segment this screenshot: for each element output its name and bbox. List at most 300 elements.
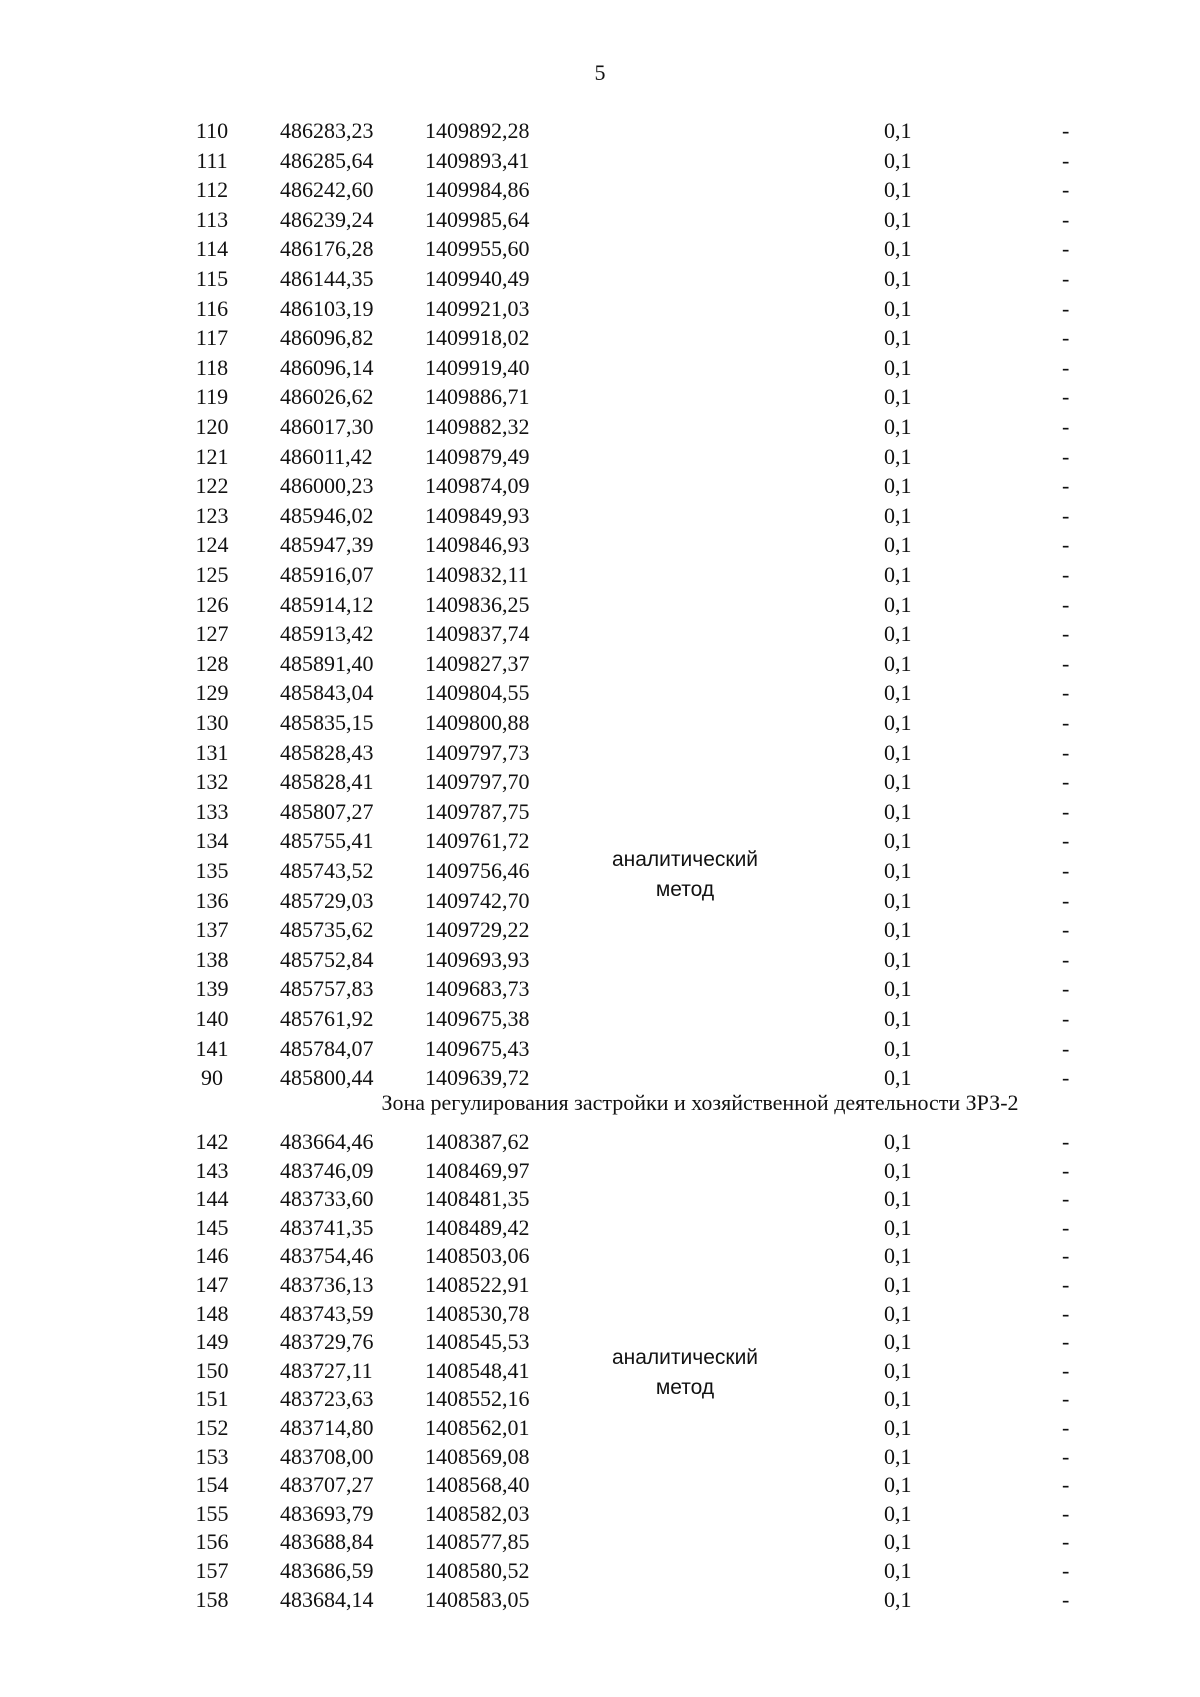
coord-y: 1409787,75 bbox=[425, 798, 530, 824]
table-row bbox=[0, 413, 1200, 441]
table-row bbox=[0, 739, 1200, 767]
coord-x: 486283,23 bbox=[280, 118, 374, 143]
point-number: 111 bbox=[196, 147, 228, 173]
table-row bbox=[0, 443, 1200, 471]
coord-x: 485914,12 bbox=[280, 591, 374, 617]
accuracy: 0,1 bbox=[884, 1529, 912, 1555]
point-number: 113 bbox=[195, 206, 229, 232]
coord-x: 486144,35 bbox=[280, 266, 374, 291]
coord-y: 1409742,70 bbox=[425, 887, 530, 913]
coord-x: 486239,24 bbox=[280, 206, 374, 232]
table-row bbox=[0, 147, 1200, 175]
coord-x: 485735,62 bbox=[280, 917, 374, 943]
accuracy: 0,1 bbox=[884, 1586, 912, 1612]
point-number: 138 bbox=[195, 946, 229, 972]
point-number: 124 bbox=[195, 532, 229, 558]
coord-y: 1408583,05 bbox=[425, 1586, 530, 1612]
accuracy: 0,1 bbox=[884, 325, 912, 351]
table-row bbox=[0, 768, 1200, 796]
dash-cell: - bbox=[1062, 1357, 1070, 1383]
point-number: 156 bbox=[195, 1529, 229, 1555]
accuracy: 0,1 bbox=[884, 591, 912, 617]
table-row bbox=[0, 1471, 1200, 1499]
dash-cell: - bbox=[1062, 177, 1070, 203]
dash-cell: - bbox=[1062, 1329, 1070, 1355]
table-row bbox=[0, 1064, 1200, 1092]
accuracy: 0,1 bbox=[884, 1558, 912, 1583]
point-number: 127 bbox=[195, 621, 229, 647]
accuracy: 0,1 bbox=[884, 858, 912, 883]
coord-y: 1409827,37 bbox=[425, 650, 530, 676]
dash-cell: - bbox=[1062, 1129, 1070, 1154]
coord-y: 1409693,93 bbox=[425, 946, 530, 972]
method-line: метод bbox=[655, 878, 715, 902]
point-number: 123 bbox=[195, 502, 229, 528]
coord-y: 1408568,40 bbox=[425, 1472, 530, 1498]
dash-cell: - bbox=[1062, 887, 1070, 913]
accuracy: 0,1 bbox=[884, 828, 912, 854]
accuracy: 0,1 bbox=[884, 887, 912, 913]
accuracy: 0,1 bbox=[884, 976, 912, 1002]
table-row bbox=[0, 946, 1200, 974]
accuracy: 0,1 bbox=[884, 1186, 912, 1212]
accuracy: 0,1 bbox=[884, 502, 912, 528]
accuracy: 0,1 bbox=[884, 1065, 912, 1091]
dash-cell: - bbox=[1062, 295, 1070, 321]
coord-y: 1408580,52 bbox=[425, 1558, 530, 1583]
coord-y: 1409984,86 bbox=[425, 177, 530, 203]
table-row bbox=[0, 975, 1200, 1003]
point-number: 125 bbox=[195, 562, 229, 587]
dash-cell: - bbox=[1062, 739, 1070, 765]
coord-x: 486017,30 bbox=[280, 414, 374, 439]
coord-y: 1409639,72 bbox=[425, 1065, 530, 1091]
table-row bbox=[0, 1328, 1200, 1356]
dash-cell: - bbox=[1062, 650, 1070, 676]
coord-y: 1408387,62 bbox=[425, 1129, 530, 1154]
dash-cell: - bbox=[1062, 680, 1070, 706]
dash-cell: - bbox=[1062, 976, 1070, 1002]
coord-y: 1409919,40 bbox=[425, 354, 530, 380]
page-number: 5 bbox=[594, 60, 606, 85]
point-number: 126 bbox=[195, 591, 229, 617]
coord-x: 485743,52 bbox=[280, 858, 374, 883]
accuracy: 0,1 bbox=[884, 414, 912, 439]
coord-x: 486103,19 bbox=[280, 295, 374, 321]
table-row bbox=[0, 1500, 1200, 1528]
coord-y: 1408569,08 bbox=[425, 1443, 530, 1469]
coord-x: 483727,11 bbox=[280, 1357, 373, 1383]
accuracy: 0,1 bbox=[884, 236, 912, 262]
point-number: 146 bbox=[195, 1243, 229, 1269]
table-row bbox=[0, 1357, 1200, 1385]
coord-x: 485891,40 bbox=[280, 650, 374, 676]
coord-y: 1408530,78 bbox=[425, 1300, 530, 1326]
point-number: 114 bbox=[195, 236, 229, 262]
point-number: 116 bbox=[195, 295, 229, 321]
accuracy: 0,1 bbox=[884, 266, 912, 291]
accuracy: 0,1 bbox=[884, 650, 912, 676]
method-line: аналитический bbox=[611, 1345, 759, 1369]
point-number: 147 bbox=[195, 1272, 229, 1297]
accuracy: 0,1 bbox=[884, 1243, 912, 1269]
accuracy: 0,1 bbox=[884, 562, 912, 587]
coord-x: 486096,14 bbox=[280, 354, 374, 380]
coord-x: 483754,46 bbox=[280, 1243, 374, 1269]
dash-cell: - bbox=[1062, 1214, 1070, 1240]
coord-x: 485757,83 bbox=[280, 976, 374, 1002]
dash-cell: - bbox=[1062, 1586, 1070, 1612]
accuracy: 0,1 bbox=[884, 1300, 912, 1326]
dash-cell: - bbox=[1062, 591, 1070, 617]
coord-y: 1409756,46 bbox=[425, 858, 530, 883]
coord-x: 483693,79 bbox=[280, 1500, 374, 1526]
point-number: 157 bbox=[195, 1558, 229, 1583]
dash-cell: - bbox=[1062, 1065, 1070, 1091]
coord-y: 1409879,49 bbox=[425, 443, 530, 469]
coord-x: 485761,92 bbox=[280, 1006, 374, 1031]
dash-cell: - bbox=[1062, 858, 1070, 883]
coord-x: 485828,41 bbox=[280, 769, 374, 795]
coord-y: 1409874,09 bbox=[425, 473, 530, 499]
coord-x: 485729,03 bbox=[280, 887, 374, 913]
point-number: 149 bbox=[195, 1329, 229, 1355]
dash-cell: - bbox=[1062, 562, 1070, 587]
coord-x: 483733,60 bbox=[280, 1186, 374, 1212]
point-number: 158 bbox=[195, 1586, 229, 1612]
accuracy: 0,1 bbox=[884, 1214, 912, 1240]
point-number: 145 bbox=[195, 1214, 229, 1240]
dash-cell: - bbox=[1062, 443, 1070, 469]
table-row bbox=[0, 1271, 1200, 1299]
table-row bbox=[0, 1300, 1200, 1328]
point-number: 142 bbox=[195, 1129, 229, 1154]
dash-cell: - bbox=[1062, 710, 1070, 735]
dash-cell: - bbox=[1062, 473, 1070, 499]
point-number: 148 bbox=[195, 1300, 229, 1326]
dash-cell: - bbox=[1062, 1272, 1070, 1297]
coord-x: 486000,23 bbox=[280, 473, 374, 499]
point-number: 137 bbox=[195, 917, 229, 943]
dash-cell: - bbox=[1062, 1443, 1070, 1469]
coord-x: 485807,27 bbox=[280, 798, 374, 824]
table-row bbox=[0, 1035, 1200, 1063]
accuracy: 0,1 bbox=[884, 147, 912, 173]
coord-x: 485752,84 bbox=[280, 946, 374, 972]
dash-cell: - bbox=[1062, 1500, 1070, 1526]
method-line: аналитический bbox=[611, 848, 759, 872]
accuracy: 0,1 bbox=[884, 1472, 912, 1498]
coord-y: 1409882,32 bbox=[425, 414, 530, 439]
accuracy: 0,1 bbox=[884, 532, 912, 558]
dash-cell: - bbox=[1062, 118, 1070, 143]
accuracy: 0,1 bbox=[884, 1006, 912, 1031]
coord-x: 483729,76 bbox=[280, 1329, 374, 1355]
dash-cell: - bbox=[1062, 1035, 1070, 1061]
point-number: 131 bbox=[195, 739, 229, 765]
dash-cell: - bbox=[1062, 1186, 1070, 1212]
dash-cell: - bbox=[1062, 147, 1070, 173]
coord-y: 1409797,73 bbox=[425, 739, 530, 765]
point-number: 122 bbox=[195, 473, 229, 499]
point-number: 150 bbox=[195, 1357, 229, 1383]
coord-x: 485946,02 bbox=[280, 502, 374, 528]
accuracy: 0,1 bbox=[884, 354, 912, 380]
coord-x: 485916,07 bbox=[280, 562, 374, 587]
table-row bbox=[0, 620, 1200, 648]
table-row bbox=[0, 561, 1200, 589]
table-row bbox=[0, 1157, 1200, 1185]
coord-x: 483723,63 bbox=[280, 1386, 374, 1412]
dash-cell: - bbox=[1062, 1243, 1070, 1269]
coord-x: 485755,41 bbox=[280, 828, 374, 854]
table-row bbox=[0, 827, 1200, 855]
accuracy: 0,1 bbox=[884, 621, 912, 647]
table-row bbox=[0, 857, 1200, 885]
table-row bbox=[0, 1185, 1200, 1213]
dash-cell: - bbox=[1062, 206, 1070, 232]
point-number: 153 bbox=[195, 1443, 229, 1469]
accuracy: 0,1 bbox=[884, 295, 912, 321]
point-number: 154 bbox=[195, 1472, 229, 1498]
point-number: 133 bbox=[195, 798, 229, 824]
dash-cell: - bbox=[1062, 236, 1070, 262]
table-row bbox=[0, 798, 1200, 826]
table-row bbox=[0, 1214, 1200, 1242]
accuracy: 0,1 bbox=[884, 917, 912, 943]
table-row bbox=[0, 1005, 1200, 1033]
point-number: 136 bbox=[195, 887, 229, 913]
point-number: 139 bbox=[195, 976, 229, 1002]
accuracy: 0,1 bbox=[884, 1035, 912, 1061]
coord-y: 1409804,55 bbox=[425, 680, 530, 706]
table-row bbox=[0, 1242, 1200, 1270]
accuracy: 0,1 bbox=[884, 1272, 912, 1297]
table-row bbox=[0, 1443, 1200, 1471]
coord-y: 1409921,03 bbox=[425, 295, 530, 321]
coord-y: 1409837,74 bbox=[425, 621, 530, 647]
zone-heading: Зона регулирования застройки и хозяйственной деятельности ЗРЗ-2 bbox=[381, 1089, 1019, 1115]
accuracy: 0,1 bbox=[884, 710, 912, 735]
accuracy: 0,1 bbox=[884, 1500, 912, 1526]
coord-y: 1408481,35 bbox=[425, 1186, 530, 1212]
coord-y: 1409940,49 bbox=[425, 266, 530, 291]
dash-cell: - bbox=[1062, 798, 1070, 824]
table-row bbox=[0, 887, 1200, 915]
dash-cell: - bbox=[1062, 354, 1070, 380]
coord-y: 1409918,02 bbox=[425, 325, 530, 351]
coord-y: 1409675,38 bbox=[425, 1006, 530, 1031]
dash-cell: - bbox=[1062, 946, 1070, 972]
accuracy: 0,1 bbox=[884, 680, 912, 706]
table-row bbox=[0, 117, 1200, 145]
point-number: 151 bbox=[195, 1386, 229, 1412]
point-number: 117 bbox=[195, 325, 229, 351]
coord-y: 1409683,73 bbox=[425, 976, 530, 1002]
accuracy: 0,1 bbox=[884, 739, 912, 765]
table-row bbox=[0, 531, 1200, 559]
dash-cell: - bbox=[1062, 532, 1070, 558]
dash-cell: - bbox=[1062, 1529, 1070, 1555]
table-row bbox=[0, 324, 1200, 352]
dash-cell: - bbox=[1062, 621, 1070, 647]
table-row bbox=[0, 235, 1200, 263]
point-number: 90 bbox=[201, 1065, 223, 1091]
point-number: 118 bbox=[195, 354, 229, 380]
accuracy: 0,1 bbox=[884, 1357, 912, 1383]
dash-cell: - bbox=[1062, 325, 1070, 351]
point-number: 140 bbox=[195, 1006, 229, 1031]
table-row bbox=[0, 295, 1200, 323]
dash-cell: - bbox=[1062, 414, 1070, 439]
table-row bbox=[0, 709, 1200, 737]
coord-y: 1408548,41 bbox=[425, 1357, 530, 1383]
coord-x: 483688,84 bbox=[280, 1529, 374, 1555]
point-number: 135 bbox=[195, 858, 229, 883]
accuracy: 0,1 bbox=[884, 206, 912, 232]
point-number: 155 bbox=[195, 1500, 229, 1526]
accuracy: 0,1 bbox=[884, 443, 912, 469]
table-row bbox=[0, 383, 1200, 411]
coord-y: 1408562,01 bbox=[425, 1415, 530, 1440]
coord-x: 486011,42 bbox=[280, 443, 373, 469]
accuracy: 0,1 bbox=[884, 1157, 912, 1183]
dash-cell: - bbox=[1062, 917, 1070, 943]
table-row bbox=[0, 1586, 1200, 1614]
point-number: 119 bbox=[195, 384, 229, 410]
accuracy: 0,1 bbox=[884, 1329, 912, 1355]
table-row bbox=[0, 650, 1200, 678]
coord-x: 483736,13 bbox=[280, 1272, 374, 1297]
dash-cell: - bbox=[1062, 769, 1070, 795]
dash-cell: - bbox=[1062, 1386, 1070, 1412]
coord-x: 483686,59 bbox=[280, 1558, 374, 1583]
coord-y: 1409886,71 bbox=[425, 384, 530, 410]
table-row bbox=[0, 916, 1200, 944]
coord-x: 485800,44 bbox=[280, 1065, 374, 1091]
point-number: 144 bbox=[195, 1186, 229, 1212]
dash-cell: - bbox=[1062, 1300, 1070, 1326]
dash-cell: - bbox=[1062, 1472, 1070, 1498]
point-number: 121 bbox=[195, 443, 229, 469]
point-number: 141 bbox=[195, 1035, 229, 1061]
coord-x: 486026,62 bbox=[280, 384, 374, 410]
coord-y: 1409675,43 bbox=[425, 1035, 530, 1061]
coord-x: 485913,42 bbox=[280, 621, 374, 647]
accuracy: 0,1 bbox=[884, 798, 912, 824]
dash-cell: - bbox=[1062, 1006, 1070, 1031]
coord-y: 1408503,06 bbox=[425, 1243, 530, 1269]
coord-x: 485947,39 bbox=[280, 532, 374, 558]
coord-y: 1409800,88 bbox=[425, 710, 530, 735]
coord-y: 1409836,25 bbox=[425, 591, 530, 617]
table-row bbox=[0, 679, 1200, 707]
table-row bbox=[0, 591, 1200, 619]
point-number: 143 bbox=[195, 1157, 229, 1183]
coord-x: 483743,59 bbox=[280, 1300, 374, 1326]
point-number: 112 bbox=[195, 177, 229, 203]
accuracy: 0,1 bbox=[884, 118, 912, 143]
table-row bbox=[0, 1528, 1200, 1556]
table-row bbox=[0, 176, 1200, 204]
coord-y: 1409797,70 bbox=[425, 769, 530, 795]
point-number: 152 bbox=[195, 1415, 229, 1440]
table-row bbox=[0, 1385, 1200, 1413]
point-number: 134 bbox=[195, 828, 229, 854]
coord-x: 483714,80 bbox=[280, 1415, 374, 1440]
point-number: 129 bbox=[195, 680, 229, 706]
table-row bbox=[0, 1557, 1200, 1585]
coord-y: 1408552,16 bbox=[425, 1386, 530, 1412]
point-number: 110 bbox=[195, 118, 229, 143]
coord-y: 1408522,91 bbox=[425, 1272, 530, 1297]
dash-cell: - bbox=[1062, 1415, 1070, 1440]
dash-cell: - bbox=[1062, 828, 1070, 854]
dash-cell: - bbox=[1062, 502, 1070, 528]
coord-y: 1409846,93 bbox=[425, 532, 530, 558]
point-number: 132 bbox=[195, 769, 229, 795]
coord-x: 483664,46 bbox=[280, 1129, 374, 1154]
accuracy: 0,1 bbox=[884, 473, 912, 499]
coord-y: 1409955,60 bbox=[425, 236, 530, 262]
coord-y: 1408469,97 bbox=[425, 1157, 530, 1183]
table-row bbox=[0, 502, 1200, 530]
table-row bbox=[0, 265, 1200, 293]
coord-y: 1409761,72 bbox=[425, 828, 530, 854]
coord-y: 1409893,41 bbox=[425, 147, 530, 173]
accuracy: 0,1 bbox=[884, 1129, 912, 1154]
dash-cell: - bbox=[1062, 1157, 1070, 1183]
point-number: 128 bbox=[195, 650, 229, 676]
point-number: 130 bbox=[195, 710, 229, 735]
coord-x: 483684,14 bbox=[280, 1586, 374, 1612]
accuracy: 0,1 bbox=[884, 1386, 912, 1412]
method-line: метод bbox=[655, 1375, 715, 1399]
coord-x: 483708,00 bbox=[280, 1443, 374, 1469]
coord-x: 483741,35 bbox=[280, 1214, 374, 1240]
coord-x: 486242,60 bbox=[280, 177, 374, 203]
coord-y: 1408489,42 bbox=[425, 1214, 530, 1240]
coord-y: 1408577,85 bbox=[425, 1529, 530, 1555]
coord-y: 1409985,64 bbox=[425, 206, 530, 232]
accuracy: 0,1 bbox=[884, 384, 912, 410]
table-row bbox=[0, 1414, 1200, 1442]
point-number: 120 bbox=[195, 414, 229, 439]
table-row bbox=[0, 354, 1200, 382]
coord-x: 486096,82 bbox=[280, 325, 374, 351]
table-row bbox=[0, 1128, 1200, 1156]
dash-cell: - bbox=[1062, 384, 1070, 410]
table-row bbox=[0, 206, 1200, 234]
coord-x: 485843,04 bbox=[280, 680, 374, 706]
coord-x: 485835,15 bbox=[280, 710, 374, 735]
accuracy: 0,1 bbox=[884, 1415, 912, 1440]
accuracy: 0,1 bbox=[884, 1443, 912, 1469]
accuracy: 0,1 bbox=[884, 946, 912, 972]
table-row bbox=[0, 472, 1200, 500]
point-number: 115 bbox=[195, 266, 229, 291]
coord-y: 1409892,28 bbox=[425, 118, 530, 143]
coord-x: 486285,64 bbox=[280, 147, 374, 173]
coord-y: 1408582,03 bbox=[425, 1500, 530, 1526]
accuracy: 0,1 bbox=[884, 769, 912, 795]
coord-y: 1408545,53 bbox=[425, 1329, 530, 1355]
coord-y: 1409729,22 bbox=[425, 917, 530, 943]
dash-cell: - bbox=[1062, 266, 1070, 291]
coord-x: 485828,43 bbox=[280, 739, 374, 765]
coord-x: 486176,28 bbox=[280, 236, 374, 262]
coord-x: 483707,27 bbox=[280, 1472, 374, 1498]
